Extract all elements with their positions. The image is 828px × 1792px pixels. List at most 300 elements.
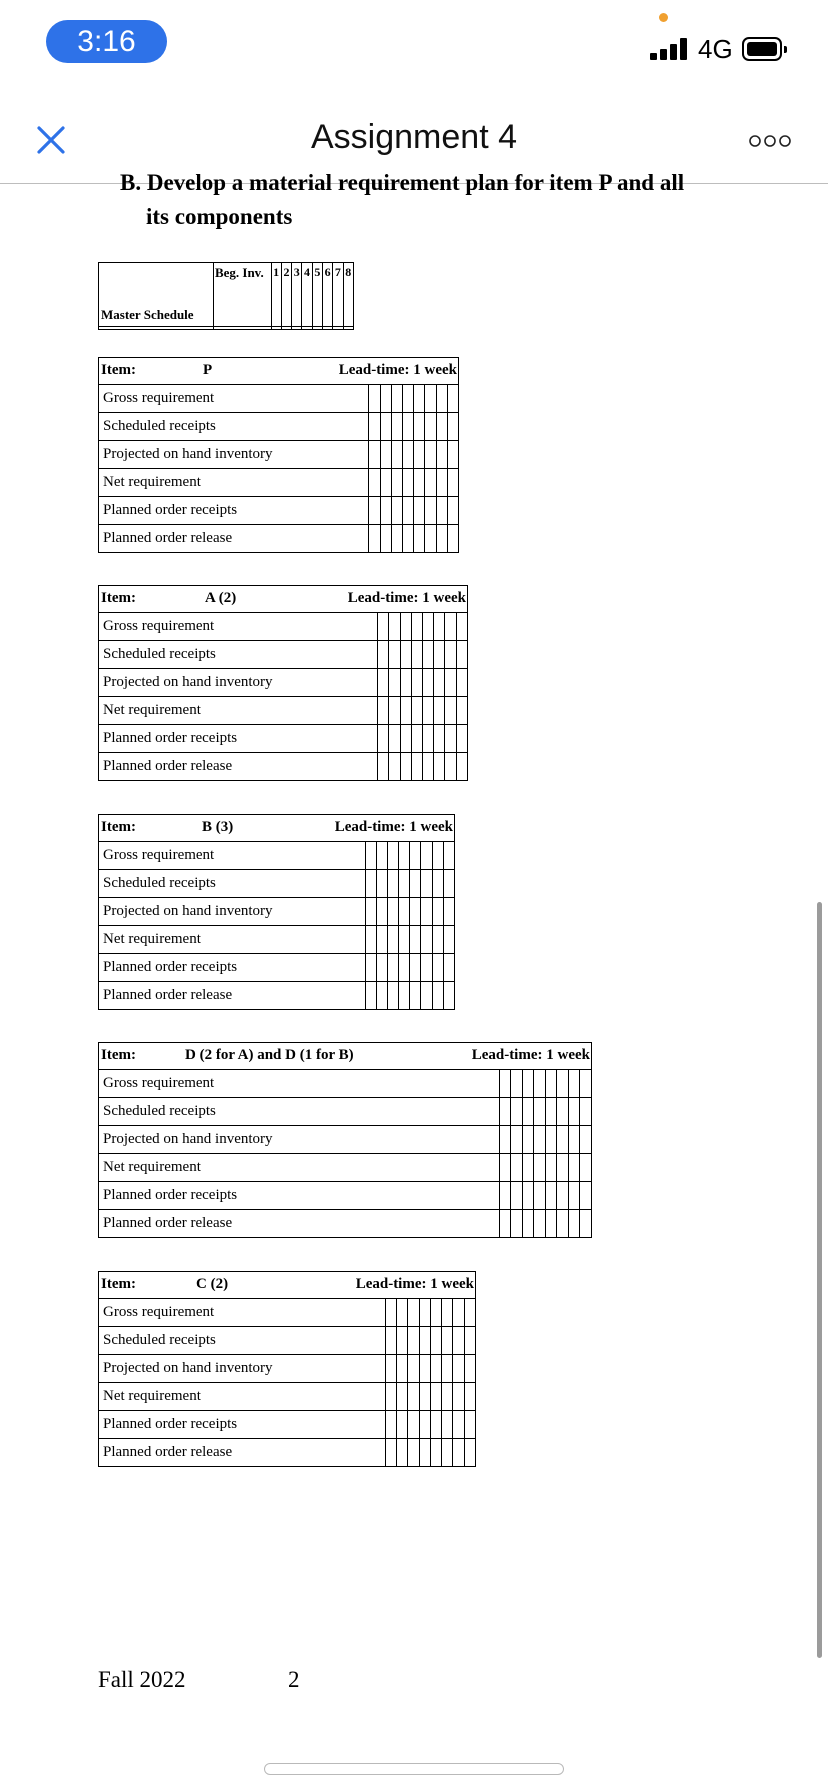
mrp-cell[interactable]: [511, 1126, 523, 1154]
mrp-cell[interactable]: [447, 441, 458, 469]
mrp-cell[interactable]: [400, 753, 411, 781]
mrp-row-label: Planned order release: [99, 525, 369, 553]
mrp-cell[interactable]: [534, 1070, 546, 1098]
mrp-cell[interactable]: [376, 954, 387, 982]
mrp-row-label: Net requirement: [99, 469, 369, 497]
mrp-cell[interactable]: [414, 469, 425, 497]
mrp-item-header: [99, 1043, 592, 1070]
mrp-row-label: Net requirement: [99, 926, 366, 954]
mrp-row-label: Net requirement: [99, 1154, 500, 1182]
mrp-cell[interactable]: [376, 926, 387, 954]
mrp-cell[interactable]: [425, 385, 436, 413]
mrp-cell[interactable]: [434, 697, 445, 725]
lead-time-label: Lead-time: 1 week: [471, 1047, 590, 1063]
mrp-cell[interactable]: [423, 669, 434, 697]
mrp-cell[interactable]: [389, 753, 400, 781]
mrp-cell[interactable]: [568, 1182, 580, 1210]
mrp-cell[interactable]: [380, 469, 391, 497]
mrp-cell[interactable]: [430, 1327, 441, 1355]
mrp-row: [99, 1070, 592, 1098]
mrp-cell[interactable]: [464, 1327, 475, 1355]
mrp-cell[interactable]: [414, 385, 425, 413]
mrp-cell[interactable]: [397, 1355, 408, 1383]
mrp-cell[interactable]: [545, 1210, 557, 1238]
mrp-cell[interactable]: [432, 982, 443, 1010]
mrp-cell[interactable]: [511, 1182, 523, 1210]
mrp-cell[interactable]: [580, 1126, 592, 1154]
mrp-cell[interactable]: [408, 1355, 419, 1383]
mrp-row-label: Projected on hand inventory: [99, 1355, 386, 1383]
mrp-cell[interactable]: [400, 613, 411, 641]
mrp-cell[interactable]: [385, 1383, 396, 1411]
mrp-cell[interactable]: [414, 525, 425, 553]
mrp-cell[interactable]: [436, 441, 447, 469]
mrp-cell[interactable]: [378, 753, 389, 781]
more-icon[interactable]: [748, 128, 792, 154]
mrp-cell[interactable]: [399, 842, 410, 870]
mrp-cell[interactable]: [389, 641, 400, 669]
mrp-row: [99, 1383, 476, 1411]
mrp-cell[interactable]: [411, 641, 422, 669]
network-type: 4G: [698, 34, 733, 64]
mrp-cell[interactable]: [456, 697, 467, 725]
period-5: 5: [312, 263, 322, 327]
mrp-cell[interactable]: [397, 1299, 408, 1327]
mrp-cell[interactable]: [385, 1355, 396, 1383]
mrp-cell[interactable]: [419, 1439, 430, 1467]
mrp-cell[interactable]: [397, 1327, 408, 1355]
mrp-cell[interactable]: [445, 641, 456, 669]
mrp-cell[interactable]: [522, 1070, 534, 1098]
mrp-cell[interactable]: [397, 1383, 408, 1411]
mrp-cell[interactable]: [399, 982, 410, 1010]
mrp-cell[interactable]: [443, 898, 454, 926]
item-name: A (2): [205, 590, 237, 606]
mrp-cell[interactable]: [442, 1439, 453, 1467]
mrp-cell[interactable]: [499, 1070, 511, 1098]
mrp-cell[interactable]: [419, 1355, 430, 1383]
mrp-cell[interactable]: [399, 926, 410, 954]
mrp-cell[interactable]: [430, 1383, 441, 1411]
mrp-cell[interactable]: [387, 842, 398, 870]
mrp-cell[interactable]: [580, 1154, 592, 1182]
mrp-cell[interactable]: [414, 497, 425, 525]
mrp-cell[interactable]: [568, 1210, 580, 1238]
mrp-cell[interactable]: [402, 385, 413, 413]
mrp-cell[interactable]: [423, 697, 434, 725]
mrp-cell[interactable]: [397, 1439, 408, 1467]
mrp-cell[interactable]: [580, 1210, 592, 1238]
mrp-cell[interactable]: [421, 870, 432, 898]
mrp-cell[interactable]: [369, 385, 380, 413]
mrp-cell[interactable]: [432, 954, 443, 982]
mrp-row: [99, 898, 455, 926]
doc-heading-line1: B. Develop a material requirement plan for item P and all: [120, 170, 685, 195]
mrp-cell[interactable]: [456, 641, 467, 669]
mrp-cell[interactable]: [400, 725, 411, 753]
doc-heading-line2: its components: [146, 204, 293, 229]
mrp-cell[interactable]: [402, 469, 413, 497]
mrp-cell[interactable]: [365, 870, 376, 898]
mrp-cell[interactable]: [557, 1098, 569, 1126]
mrp-cell[interactable]: [400, 669, 411, 697]
mrp-row: [99, 982, 455, 1010]
mrp-cell[interactable]: [557, 1126, 569, 1154]
mrp-row: [99, 870, 455, 898]
period-2: 2: [281, 263, 291, 327]
mrp-row: [99, 1210, 592, 1238]
mrp-cell[interactable]: [430, 1355, 441, 1383]
mrp-cell[interactable]: [445, 725, 456, 753]
mrp-cell[interactable]: [445, 697, 456, 725]
mrp-row: [99, 753, 468, 781]
mrp-cell[interactable]: [378, 697, 389, 725]
mrp-cell[interactable]: [391, 385, 402, 413]
mrp-cell[interactable]: [443, 842, 454, 870]
mrp-cell[interactable]: [411, 669, 422, 697]
mrp-cell[interactable]: [380, 497, 391, 525]
mrp-cell[interactable]: [580, 1070, 592, 1098]
mrp-cell[interactable]: [391, 525, 402, 553]
mrp-cell[interactable]: [442, 1355, 453, 1383]
mrp-cell[interactable]: [464, 1411, 475, 1439]
mrp-cell[interactable]: [464, 1439, 475, 1467]
mrp-cell[interactable]: [410, 842, 421, 870]
mrp-cell[interactable]: [453, 1439, 464, 1467]
mrp-cell[interactable]: [442, 1383, 453, 1411]
mrp-cell[interactable]: [419, 1327, 430, 1355]
mrp-cell[interactable]: [385, 1327, 396, 1355]
mrp-cell[interactable]: [423, 613, 434, 641]
mrp-cell[interactable]: [365, 926, 376, 954]
mrp-cell[interactable]: [380, 525, 391, 553]
mrp-cell[interactable]: [557, 1182, 569, 1210]
mrp-cell[interactable]: [408, 1411, 419, 1439]
mrp-cell[interactable]: [430, 1439, 441, 1467]
mrp-cell[interactable]: [511, 1070, 523, 1098]
mrp-cell[interactable]: [411, 697, 422, 725]
mrp-cell[interactable]: [410, 898, 421, 926]
mrp-cell[interactable]: [557, 1070, 569, 1098]
mrp-cell[interactable]: [391, 441, 402, 469]
mrp-row-label: Scheduled receipts: [99, 870, 366, 898]
mrp-cell[interactable]: [425, 413, 436, 441]
mrp-row-label: Net requirement: [99, 1383, 386, 1411]
mrp-cell[interactable]: [456, 753, 467, 781]
mrp-cell[interactable]: [568, 1098, 580, 1126]
mrp-cell[interactable]: [421, 982, 432, 1010]
mrp-cell[interactable]: [369, 525, 380, 553]
mrp-cell[interactable]: [432, 870, 443, 898]
mrp-row: [99, 1154, 592, 1182]
mrp-cell[interactable]: [534, 1210, 546, 1238]
mrp-cell[interactable]: [389, 613, 400, 641]
mrp-cell[interactable]: [365, 954, 376, 982]
mrp-cell[interactable]: [522, 1154, 534, 1182]
mrp-cell[interactable]: [545, 1182, 557, 1210]
mrp-cell[interactable]: [387, 926, 398, 954]
mrp-cell[interactable]: [464, 1299, 475, 1327]
mrp-row: [99, 1098, 592, 1126]
mrp-cell[interactable]: [511, 1154, 523, 1182]
mrp-cell[interactable]: [447, 385, 458, 413]
mrp-cell[interactable]: [442, 1327, 453, 1355]
mrp-cell[interactable]: [369, 469, 380, 497]
period-6: 6: [322, 263, 332, 327]
mrp-cell[interactable]: [436, 385, 447, 413]
mrp-cell[interactable]: [445, 669, 456, 697]
mrp-cell[interactable]: [447, 525, 458, 553]
mrp-cell[interactable]: [522, 1098, 534, 1126]
mrp-row-label: Planned order receipts: [99, 1411, 386, 1439]
mrp-cell[interactable]: [522, 1182, 534, 1210]
mrp-cell[interactable]: [376, 842, 387, 870]
mrp-cell[interactable]: [511, 1098, 523, 1126]
mrp-cell[interactable]: [434, 725, 445, 753]
mrp-table: [98, 1042, 592, 1238]
mrp-cell[interactable]: [464, 1383, 475, 1411]
mrp-cell[interactable]: [380, 385, 391, 413]
mrp-cell[interactable]: [391, 497, 402, 525]
mrp-cell[interactable]: [391, 413, 402, 441]
mrp-cell[interactable]: [557, 1154, 569, 1182]
mrp-cell[interactable]: [499, 1154, 511, 1182]
mrp-cell[interactable]: [410, 870, 421, 898]
mrp-cell[interactable]: [387, 982, 398, 1010]
period-1: 1: [271, 263, 281, 327]
mrp-cell[interactable]: [402, 497, 413, 525]
mrp-cell[interactable]: [378, 725, 389, 753]
mrp-cell[interactable]: [568, 1154, 580, 1182]
scrollbar[interactable]: [817, 902, 822, 1658]
mrp-cell[interactable]: [378, 641, 389, 669]
mrp-cell[interactable]: [400, 697, 411, 725]
mrp-cell[interactable]: [369, 413, 380, 441]
mrp-cell[interactable]: [410, 954, 421, 982]
mrp-cell[interactable]: [408, 1327, 419, 1355]
mrp-cell[interactable]: [445, 613, 456, 641]
mrp-cell[interactable]: [453, 1327, 464, 1355]
mrp-cell[interactable]: [436, 497, 447, 525]
mrp-cell[interactable]: [399, 870, 410, 898]
mrp-cell[interactable]: [369, 497, 380, 525]
mrp-cell[interactable]: [434, 613, 445, 641]
mrp-cell[interactable]: [397, 1411, 408, 1439]
mrp-cell[interactable]: [380, 441, 391, 469]
mrp-row: [99, 613, 468, 641]
mrp-cell[interactable]: [456, 669, 467, 697]
mrp-cell[interactable]: [434, 641, 445, 669]
mrp-cell[interactable]: [414, 441, 425, 469]
mrp-row: [99, 497, 459, 525]
mrp-cell[interactable]: [432, 842, 443, 870]
mrp-row: [99, 641, 468, 669]
lead-time-label: Lead-time: 1 week: [355, 1276, 474, 1292]
mrp-cell[interactable]: [522, 1126, 534, 1154]
mrp-cell[interactable]: [411, 725, 422, 753]
mrp-row: [99, 385, 459, 413]
mrp-row: [99, 1327, 476, 1355]
document-page: [0, 170, 828, 1754]
mrp-cell[interactable]: [430, 1411, 441, 1439]
mrp-cell[interactable]: [442, 1411, 453, 1439]
mrp-cell[interactable]: [402, 525, 413, 553]
mrp-cell[interactable]: [365, 842, 376, 870]
mrp-cell[interactable]: [425, 441, 436, 469]
mrp-cell[interactable]: [376, 982, 387, 1010]
mrp-cell[interactable]: [522, 1210, 534, 1238]
mrp-cell[interactable]: [369, 441, 380, 469]
item-label: Item:: [101, 1047, 136, 1063]
mrp-cell[interactable]: [447, 469, 458, 497]
mrp-cell[interactable]: [423, 641, 434, 669]
mrp-cell[interactable]: [365, 982, 376, 1010]
mrp-cell[interactable]: [425, 525, 436, 553]
mrp-cell[interactable]: [376, 898, 387, 926]
mrp-row-label: Planned order receipts: [99, 954, 366, 982]
mrp-cell[interactable]: [434, 753, 445, 781]
mrp-row-label: Planned order release: [99, 1210, 500, 1238]
lead-time-label: Lead-time: 1 week: [338, 362, 457, 378]
mrp-cell[interactable]: [568, 1070, 580, 1098]
mrp-row-label: Planned order receipts: [99, 497, 369, 525]
mrp-cell[interactable]: [568, 1126, 580, 1154]
mrp-cell[interactable]: [411, 613, 422, 641]
page-title: Assignment 4: [311, 118, 517, 156]
mrp-cell[interactable]: [447, 497, 458, 525]
mrp-row-label: Gross requirement: [99, 613, 378, 641]
mrp-cell[interactable]: [511, 1210, 523, 1238]
mrp-cell[interactable]: [410, 982, 421, 1010]
mrp-cell[interactable]: [419, 1299, 430, 1327]
mrp-cell[interactable]: [534, 1126, 546, 1154]
mrp-cell[interactable]: [425, 497, 436, 525]
mrp-cell[interactable]: [580, 1098, 592, 1126]
mrp-cell[interactable]: [399, 898, 410, 926]
signal-icon: [650, 38, 690, 60]
mrp-cell[interactable]: [447, 413, 458, 441]
mrp-cell[interactable]: [389, 725, 400, 753]
home-indicator[interactable]: [264, 1763, 564, 1775]
beg-inv-label: Beg. Inv.: [213, 263, 271, 327]
mrp-cell[interactable]: [436, 413, 447, 441]
period-3: 3: [292, 263, 302, 327]
mrp-cell[interactable]: [432, 926, 443, 954]
mrp-cell[interactable]: [389, 669, 400, 697]
mrp-cell[interactable]: [408, 1383, 419, 1411]
mrp-cell[interactable]: [419, 1383, 430, 1411]
mrp-cell[interactable]: [580, 1182, 592, 1210]
mrp-cell[interactable]: [545, 1098, 557, 1126]
mrp-cell[interactable]: [365, 898, 376, 926]
mrp-cell[interactable]: [545, 1126, 557, 1154]
mrp-cell[interactable]: [443, 870, 454, 898]
mrp-cell[interactable]: [414, 413, 425, 441]
mrp-row-label: Scheduled receipts: [99, 413, 369, 441]
mrp-cell[interactable]: [423, 725, 434, 753]
mrp-cell[interactable]: [545, 1070, 557, 1098]
mrp-cell[interactable]: [453, 1299, 464, 1327]
mrp-cell[interactable]: [419, 1411, 430, 1439]
mrp-cell[interactable]: [378, 613, 389, 641]
mrp-cell[interactable]: [499, 1182, 511, 1210]
mrp-cell[interactable]: [421, 926, 432, 954]
mrp-cell[interactable]: [534, 1182, 546, 1210]
mrp-cell[interactable]: [400, 641, 411, 669]
mrp-cell[interactable]: [534, 1154, 546, 1182]
mrp-cell[interactable]: [391, 469, 402, 497]
mrp-cell[interactable]: [456, 613, 467, 641]
mrp-cell[interactable]: [387, 870, 398, 898]
mrp-row: [99, 1439, 476, 1467]
mrp-cell[interactable]: [443, 954, 454, 982]
mrp-cell[interactable]: [411, 753, 422, 781]
mrp-cell[interactable]: [408, 1299, 419, 1327]
mrp-cell[interactable]: [380, 413, 391, 441]
mrp-cell[interactable]: [436, 469, 447, 497]
mrp-cell[interactable]: [389, 697, 400, 725]
mrp-cell[interactable]: [443, 982, 454, 1010]
mrp-cell[interactable]: [385, 1439, 396, 1467]
mrp-row-label: Planned order release: [99, 753, 378, 781]
mrp-cell[interactable]: [432, 898, 443, 926]
mrp-item-header: [99, 358, 459, 385]
mrp-cell[interactable]: [387, 898, 398, 926]
mrp-cell[interactable]: [456, 725, 467, 753]
mrp-cell[interactable]: [434, 669, 445, 697]
mrp-cell[interactable]: [545, 1154, 557, 1182]
mrp-cell[interactable]: [423, 753, 434, 781]
mrp-row: [99, 525, 459, 553]
item-name: D (2 for A) and D (1 for B): [185, 1047, 354, 1063]
mrp-cell[interactable]: [387, 954, 398, 982]
mrp-cell[interactable]: [385, 1411, 396, 1439]
mrp-cell[interactable]: [453, 1355, 464, 1383]
mrp-cell[interactable]: [453, 1411, 464, 1439]
mrp-cell[interactable]: [402, 441, 413, 469]
mrp-cell[interactable]: [499, 1210, 511, 1238]
mrp-cell[interactable]: [557, 1210, 569, 1238]
mrp-cell[interactable]: [421, 954, 432, 982]
mrp-cell[interactable]: [421, 898, 432, 926]
mrp-row: [99, 1182, 592, 1210]
mrp-row: [99, 669, 468, 697]
mrp-cell[interactable]: [399, 954, 410, 982]
mrp-cell[interactable]: [425, 469, 436, 497]
mrp-cell[interactable]: [430, 1299, 441, 1327]
mrp-cell[interactable]: [453, 1383, 464, 1411]
mrp-cell[interactable]: [378, 669, 389, 697]
mrp-row: [99, 441, 459, 469]
mrp-row-label: Planned order receipts: [99, 725, 378, 753]
mrp-cell[interactable]: [408, 1439, 419, 1467]
mrp-cell[interactable]: [499, 1126, 511, 1154]
mrp-cell[interactable]: [410, 926, 421, 954]
mrp-cell[interactable]: [402, 413, 413, 441]
mrp-cell[interactable]: [421, 842, 432, 870]
mrp-cell[interactable]: [385, 1299, 396, 1327]
period-7: 7: [333, 263, 343, 327]
mrp-cell[interactable]: [445, 753, 456, 781]
mrp-cell[interactable]: [534, 1098, 546, 1126]
mrp-cell[interactable]: [499, 1098, 511, 1126]
mrp-cell[interactable]: [443, 926, 454, 954]
mrp-row: [99, 469, 459, 497]
mrp-cell[interactable]: [464, 1355, 475, 1383]
mrp-cell[interactable]: [376, 870, 387, 898]
mrp-cell[interactable]: [436, 525, 447, 553]
mrp-cell[interactable]: [442, 1299, 453, 1327]
